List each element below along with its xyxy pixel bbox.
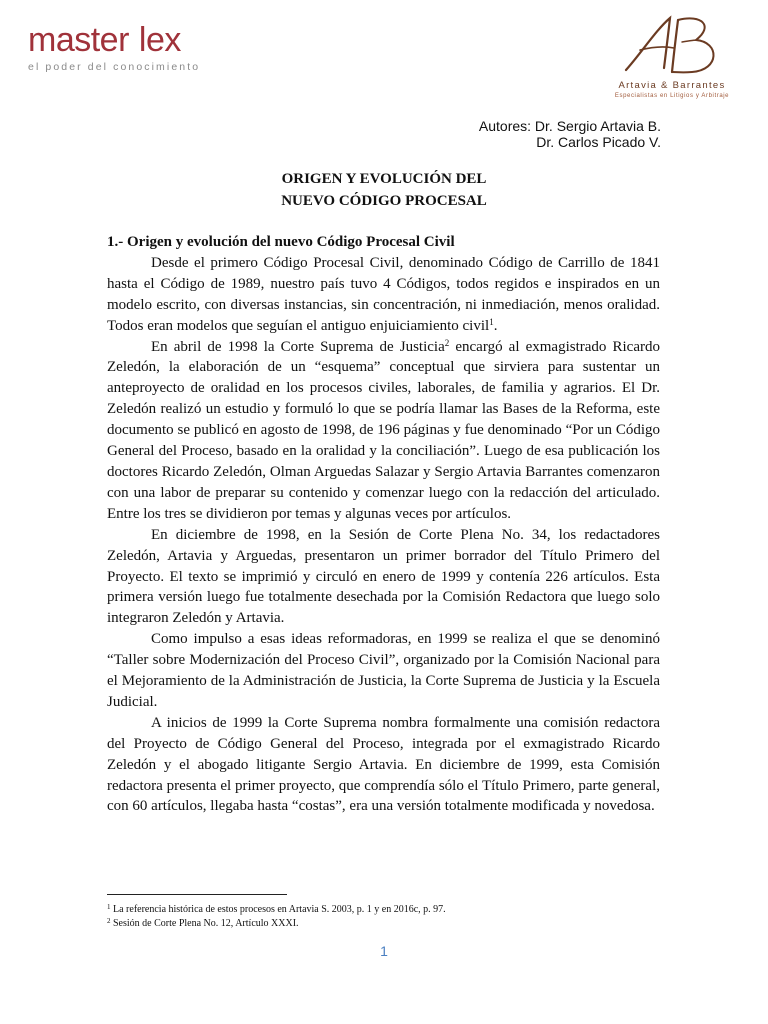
logo-word-master: master xyxy=(28,21,129,59)
page-number: 1 xyxy=(380,943,388,959)
author-line-2: Dr. Carlos Picado V. xyxy=(536,134,661,150)
footnotes xyxy=(107,903,660,931)
footnote-2-number: 2 xyxy=(107,917,111,925)
document-title xyxy=(0,168,768,212)
title-line-1: ORIGEN Y EVOLUCIÓN DEL xyxy=(281,171,487,187)
logo-firm-name: Artavia & Barrantes xyxy=(618,80,726,91)
logo-firm-subtitle: Especialistas en Litigios y Arbitraje xyxy=(614,93,730,99)
footnote-1-number: 1 xyxy=(107,903,111,911)
paragraph-1 xyxy=(107,253,660,337)
masterlex-logo xyxy=(28,22,200,73)
paragraph-5: A inicios de 1999 la Corte Suprema nombra formalmente una comisión redactora del Proyecto de Código General del Proceso, integrada por el exmagistrado Ricardo Zeledón y el abogado litigante Sergio Artavia. En diciembre de 1999, esta Comisión redactora presenta el primer proyecto, que comprendía sólo el Título Primero, parte general, con 60 artículos, llegaba hasta “costas”, era una versión totalmente modificada y novedosa. xyxy=(107,714,660,815)
ab-monogram-icon xyxy=(616,12,728,78)
footnote-1-text: La referencia histórica de estos procesos en Artavia S. 2003, p. 1 y en 2016c, p. 97. xyxy=(110,904,446,915)
footnote-separator xyxy=(107,894,287,895)
footnote-1 xyxy=(107,903,660,917)
artavia-barrantes-logo xyxy=(596,12,748,102)
paragraph-4: Como impulso a esas ideas reformadoras, en 1999 se realiza el que se denominó “Taller sobre Modernización del Proceso Civil”, organizado por la Comisión Nacional para el Mejoramiento de la Administración de Justicia, la Corte Suprema de Justicia y la Escuela Judicial. xyxy=(107,631,660,710)
author-line-1: Autores: Dr. Sergio Artavia B. xyxy=(478,118,661,134)
footnote-ref-2: 2 xyxy=(444,337,450,348)
footnote-2-text: Sesión de Corte Plena No. 12, Artículo XXXI. xyxy=(110,918,299,929)
paragraph-2-text-a: En abril de 1998 la Corte Suprema de Justicia xyxy=(151,338,445,355)
document-body xyxy=(107,232,660,817)
logo-tagline: el poder del conocimiento xyxy=(28,61,201,73)
paragraph-3: En diciembre de 1998, en la Sesión de Corte Plena No. 34, los redactadores Zeledón, Artavia y Arguedas, presentaron un primer borrador del Título Primero del Proyecto. El texto se imprimió y circuló en enero de 1999 y contenía 226 artículos. Esta primera versión luego fue totalmente desechada por la Comisión Redactora que luego solo integraron Zeledón y Artavia. xyxy=(107,526,660,627)
logo-word-lex: lex xyxy=(138,21,181,59)
section-heading: 1.- Origen y evolución del nuevo Código Procesal Civil xyxy=(107,234,455,250)
paragraph-1-end: . xyxy=(493,317,498,334)
paragraph-2-text-b: encargó al exmagistrado Ricardo Zeledón, la elaboración de un “esquema” conceptual que sirviera para sustentar un anteproyecto de oralidad en los procesos civiles, laborales, de familia y agrarios. El Dr. Zeledón realizó un estudio y formuló lo que se podría llamar las Bases de la Reforma, este documento se publicó en agosto de 1998, de 196 páginas y fue denominado “Por un Código General del Proceso, basado en la oralidad y la conciliación”. Luego de esa publicación los doctores Ricardo Zeledón, Olman Arguedas Salazar y Sergio Artavia Barrantes comenzaron con una labor de preparar su contenido y comenzar luego con la redacción del articulado. Entre los tres se dividieron por temas y algunas veces por artículos. xyxy=(107,338,660,522)
paragraph-1-text: Desde el primero Código Procesal Civil, denominado Código de Carrillo de 1841 hasta el Código de 1989, nuestro país tuvo 4 Códigos, todos regidos e inspirados en un modelo escrito, con diversas instancias, sin concentración, ni inmediación, menos oralidad. Todos eran modelos que seguían el antiguo enjuiciamiento civil xyxy=(107,254,660,334)
footnote-2 xyxy=(107,917,660,931)
masterlex-brand xyxy=(28,22,200,58)
footnote-ref-1: 1 xyxy=(489,316,494,327)
title-line-2: NUEVO CÓDIGO PROCESAL xyxy=(281,193,487,209)
paragraph-2 xyxy=(107,337,660,525)
authors-block xyxy=(479,118,661,150)
